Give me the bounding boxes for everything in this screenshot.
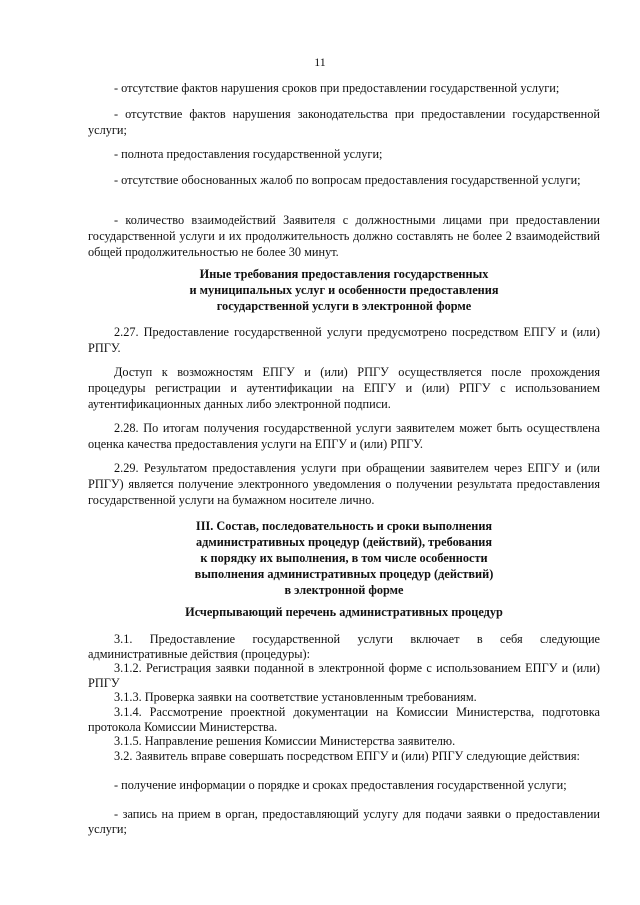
paragraph-2-28	[88, 420, 600, 452]
heading-procedures-list: Исчерпывающий перечень административных процедур	[185, 605, 503, 619]
paragraph-3-2	[88, 749, 600, 764]
item-completeness	[88, 146, 600, 162]
paragraph-text: 3.1.3. Проверка заявки на соответствие установленным требованиям.	[114, 690, 477, 704]
item-text: - запись на прием в орган, предоставляющий услугу для подачи заявки о предоставлении услуги;	[88, 807, 600, 836]
paragraph-2-27	[88, 324, 600, 356]
item-text: - получение информации о порядке и сроках предоставления государственной услуги;	[114, 778, 567, 792]
paragraph-text: 2.29. Результатом предоставления услуги при обращении заявителем через ЕПГУ и (или РПГУ) является получение электронного уведомления о получении результата предоставления государственной услуги на бумажном носителе лично.	[88, 461, 600, 507]
page-number: 11	[314, 55, 326, 69]
paragraph-access	[88, 364, 600, 412]
paragraph-3-1-3	[88, 690, 600, 705]
paragraph-text: 2.27. Предоставление государственной услуги предусмотрено посредством ЕПГУ и (или) РПГУ.	[88, 325, 600, 355]
paragraph-text: 3.1.2. Регистрация заявки поданной в электронной форме с использованием ЕПГУ и (или) РПГУ	[88, 661, 600, 690]
heading-line: административных процедур (действий), требования	[195, 535, 493, 549]
paragraph-text: 3.1. Предоставление государственной услуги включает в себя следующие административные действия (процедуры):	[88, 632, 600, 661]
heading-line: выполнения административных процедур (действий)	[194, 567, 494, 581]
item-text: - отсутствие фактов нарушения сроков при предоставлении государственной услуги;	[114, 81, 560, 95]
paragraph-2-29	[88, 460, 600, 508]
item-appointment	[88, 807, 600, 836]
heading-other-requirements	[88, 266, 600, 314]
item-deadlines	[88, 80, 600, 96]
heading-line: государственной услуги в электронной форме	[216, 299, 472, 313]
item-complaints	[88, 172, 600, 188]
item-law	[88, 106, 600, 138]
item-text: - отсутствие обоснованных жалоб по вопросам предоставления государственной услуги;	[114, 173, 581, 187]
item-text: - отсутствие фактов нарушения законодательства при предоставлении государственной услуги;	[88, 107, 600, 137]
item-text: - количество взаимодействий Заявителя с должностными лицами при предоставлении государственной услуги и их продолжительность должно составлять не более 2 взаимодействий общей продолжительностью не более 30 минут.	[88, 213, 600, 259]
paragraph-3-1	[88, 632, 600, 661]
paragraph-text: 2.28. По итогам получения государственной услуги заявителем может быть осуществлена оценка качества предоставления услуги на ЕПГУ и (или) РПГУ.	[88, 421, 600, 451]
item-text: - полнота предоставления государственной услуги;	[114, 147, 383, 161]
heading-line: и муниципальных услуг и особенности предоставления	[189, 283, 499, 297]
item-info	[88, 778, 600, 793]
paragraph-3-1-5	[88, 734, 600, 749]
paragraph-text: Доступ к возможностям ЕПГУ и (или) РПГУ осуществляется после прохождения процедуры регистрации и аутентификации на ЕПГУ и (или) РПГУ с использованием аутентификационных данных либо электронной подписи.	[88, 365, 600, 411]
item-interactions	[88, 212, 600, 260]
paragraph-text: 3.2. Заявитель вправе совершать посредством ЕПГУ и (или) РПГУ следующие действия:	[114, 749, 580, 763]
heading-line: в электронной форме	[284, 583, 404, 597]
paragraph-text: 3.1.4. Рассмотрение проектной документации на Комиссии Министерства, подготовка протокола Комиссии Министерства.	[88, 705, 600, 734]
paragraph-3-1-4	[88, 705, 600, 734]
heading-line: III. Состав, последовательность и сроки выполнения	[195, 519, 493, 533]
paragraph-3-1-2	[88, 661, 600, 690]
heading-line: к порядку их выполнения, в том числе особенности	[200, 551, 488, 565]
heading-line: Иные требования предоставления государственных	[199, 267, 489, 281]
heading-section-3	[88, 518, 600, 598]
paragraph-text: 3.1.5. Направление решения Комиссии Министерства заявителю.	[114, 734, 456, 748]
